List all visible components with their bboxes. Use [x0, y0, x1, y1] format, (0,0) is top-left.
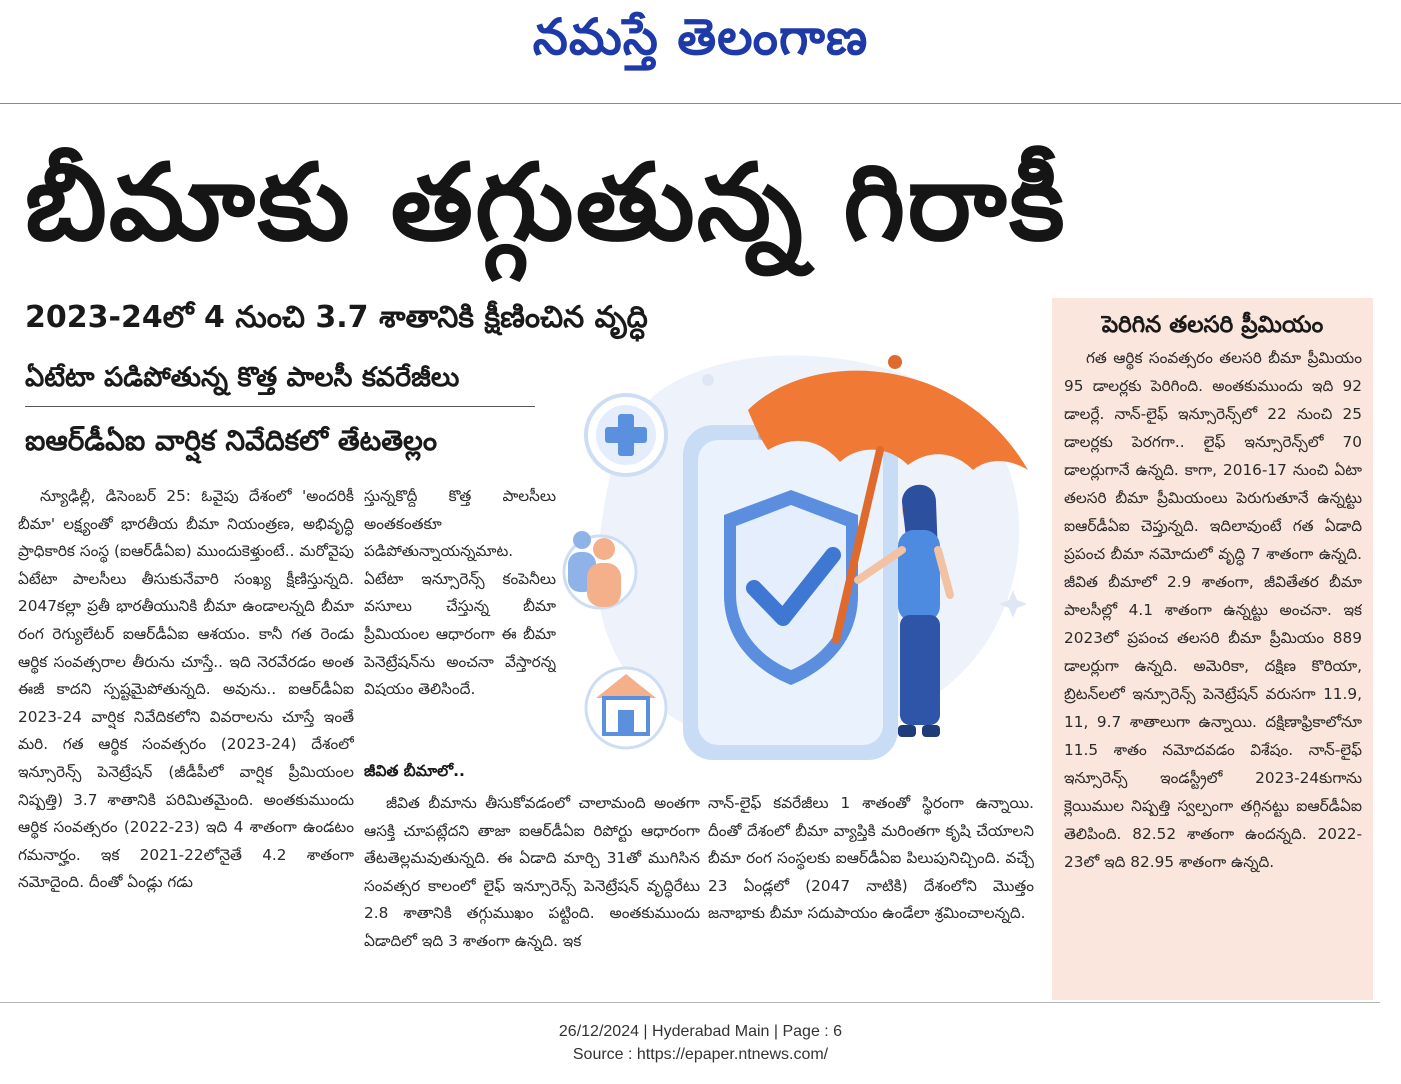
- section-heading-life-insurance: జీవిత బీమాలో..: [364, 762, 465, 780]
- medical-cross-icon: [586, 395, 666, 475]
- footer-source: Source : https://epaper.ntnews.com/: [572, 1046, 829, 1063]
- sidebar-body: [1064, 344, 1362, 984]
- masthead: [0, 0, 1401, 80]
- column-3-text: జీవిత బీమాను తీసుకోవడంలో చాలామంది అంతగా ఆసక్తి చూపట్లేదని తాజా ఐఆర్‌డీఏఐ రిపోర్టు ఆధారంగా తేటతెల్లమవుతున్నది. ఈ ఏడాది మార్చి 31తో ముగిసిన సంవత్సర కాలంలో లైఫ్ ఇన్సూరెన్స్ పెనెట్రేషన్ వృద్ధిరేటు 2.8 శాతానికి తగ్గుముఖం పట్టింది. అంతకుముందు ఏడాదిలో ఇది 3 శాతంగా ఉన్నది. ఇక: [364, 794, 700, 950]
- subheading-1: 2023-24లో 4 నుంచి 3.7 శాతానికి క్షీణించిన వృద్ధి: [25, 300, 648, 335]
- column-2-text: స్తున్నకొద్దీ కొత్త పాలసీలు అంతకంతకూ పడిపోతున్నాయన్నమాట. ఏటేటా ఇన్సూరెన్స్ కంపెనీలు వసూలు చేస్తున్న బీమా ప్రీమియంల ఆధారంగా ఈ బీమా పెనెట్రేషన్‌ను అంచనా వేస్తారన్న విషయం తెలిసిందే.: [364, 487, 556, 699]
- home-icon: [586, 668, 666, 748]
- article-column-3: [364, 790, 700, 980]
- newspaper-logo: నమస్తే తెలంగాణ: [532, 8, 869, 66]
- insurance-illustration: [558, 340, 1048, 770]
- footer-date-edition: 26/12/2024 | Hyderabad Main | Page : 6: [558, 1023, 843, 1040]
- article-column-2: [364, 483, 556, 733]
- sidebar-title: పెరిగిన తలసరి ప్రీమియం: [1101, 312, 1324, 338]
- sidebar-text: గత ఆర్థిక సంవత్సరం తలసరి బీమా ప్రీమియం 95 డాలర్లకు పెరిగింది. అంతకుముందు ఇది 92 డాలర్లే. నాన్-లైఫ్ ఇన్సూరెన్స్‌లో 22 నుంచి 25 డాలర్లకు పెరగగా.. లైఫ్ ఇన్సూరెన్స్‌లో 70 డాలర్లుగానే ఉన్నది. కాగా, 2016-17 నుంచి ఏటా తలసరి బీమా ప్రీమియంలు పెరుగుతూనే ఉన్నట్టు ఐఆర్‌డీఏఐ చెప్తున్నది. ఇదిలావుంటే గత ఏడాది ప్రపంచ బీమా నమోదులో వృద్ధి 7 శాతంగా ఉన్నది. జీవిత బీమాలో 2.9 శాతంగా, జీవితేతర బీమా పాలసీల్లో 4.1 శాతంగా ఉన్నట్టు అంచనా. ఇక 2023లో ప్రపంచ తలసరి బీమా ప్రీమియం 889 డాలర్లుగా ఉన్నది. అమెరికా, దక్షిణ కొరియా, బ్రిటన్‌లలో ఇన్సూరెన్స్ పెనెట్రేషన్ వరుసగా 11.9, 11, 9.7 శాతాలుగా ఉన్నాయి. దక్షిణాఫ్రికాలోనూ 11.5 శాతం నమోదవడం విశేషం. నాన్-లైఫ్ ఇన్సూరెన్స్ ఇండస్ట్రీలో 2023-24కుగాను క్లెయిముల నిష్పత్తి స్వల్పంగా తగ్గినట్టు ఐఆర్‌డీఏఐ తెలిపింది. 82.52 శాతంగా ఉందన్నది. 2022-23లో ఇది 82.95 శాతంగా ఉన్నది.: [1064, 349, 1362, 871]
- page-footer: [0, 1020, 1401, 1066]
- sidebar-box: [1052, 298, 1373, 1000]
- subheading-3: ఐఆర్‌డీఏఐ వార్షిక నివేదికలో తేటతెల్లం: [25, 424, 438, 457]
- footer-divider: [0, 1002, 1380, 1003]
- masthead-divider: [0, 103, 1401, 104]
- column-1-text: న్యూఢిల్లీ, డిసెంబర్ 25: ఓవైపు దేశంలో 'అందరికీ బీమా' లక్ష్యంతో భారతీయ బీమా నియంత్రణ, అభివృద్ధి ప్రాధికారిక సంస్థ (ఐఆర్‌డీఏఐ) ముందుకెళ్తుంటే.. మరోవైపు ఏటేటా పాలసీలు తీసుకునేవారి సంఖ్య క్షీణిస్తున్నది. 2047కల్లా ప్రతీ భారతీయునికి బీమా ఉండాలన్నది బీమా రంగ రెగ్యులేటర్ ఐఆర్‌డీఏఐ ఆశయం. కానీ గత రెండు ఆర్థిక సంవత్సరాల తీరును చూస్తే.. ఇది నెరవేరడం అంత ఈజీ కాదని స్పష్టమైపోతున్నది. అవును.. ఐఆర్‌డీఏఐ 2023-24 వార్షిక నివేదికలోని వివరాలను చూస్తే ఇంతే మరి. గత ఆర్థిక సంవత్సరం (2023-24) దేశంలో ఇన్సూరెన్స్ పెనెట్రేషన్ (జీడీపీలో వార్షిక ప్రీమియంల నిష్పత్తి) 3.7 శాతానికి పరిమితమైంది. అంతకుముందు ఆర్థిక సంవత్సరం (2022-23) ఇది 4 శాతంగా ఉండటం గమనార్హం. ఇక 2021-22లోనైతే 4.2 శాతంగా నమోదైంది. దీంతో ఏండ్లు గడు: [18, 487, 354, 892]
- column-4-text: నాన్-లైఫ్ కవరేజీలు 1 శాతంతో స్థిరంగా ఉన్నాయి. దీంతో దేశంలో బీమా వ్యాప్తికి మరింతగా కృషి చేయాలని బీమా రంగ సంస్థలకు ఐఆర్‌డీఏఐ పిలుపునిచ్చింది. వచ్చే 23 ఏండ్లలో (2047 నాటికి) దేశంలోని మొత్తం జనాభాకు బీమా సదుపాయం ఉండేలా శ్రమించాలన్నది.: [708, 794, 1034, 923]
- subheading-2: ఏటేటా పడిపోతున్న కొత్త పాలసీ కవరేజీలు: [25, 362, 460, 393]
- subheading-divider: [25, 406, 535, 407]
- article-column-1: [18, 483, 354, 988]
- article-headline: బీమాకు తగ్గుతున్న గిరాకీ: [25, 141, 1067, 264]
- article-column-4: [708, 790, 1034, 980]
